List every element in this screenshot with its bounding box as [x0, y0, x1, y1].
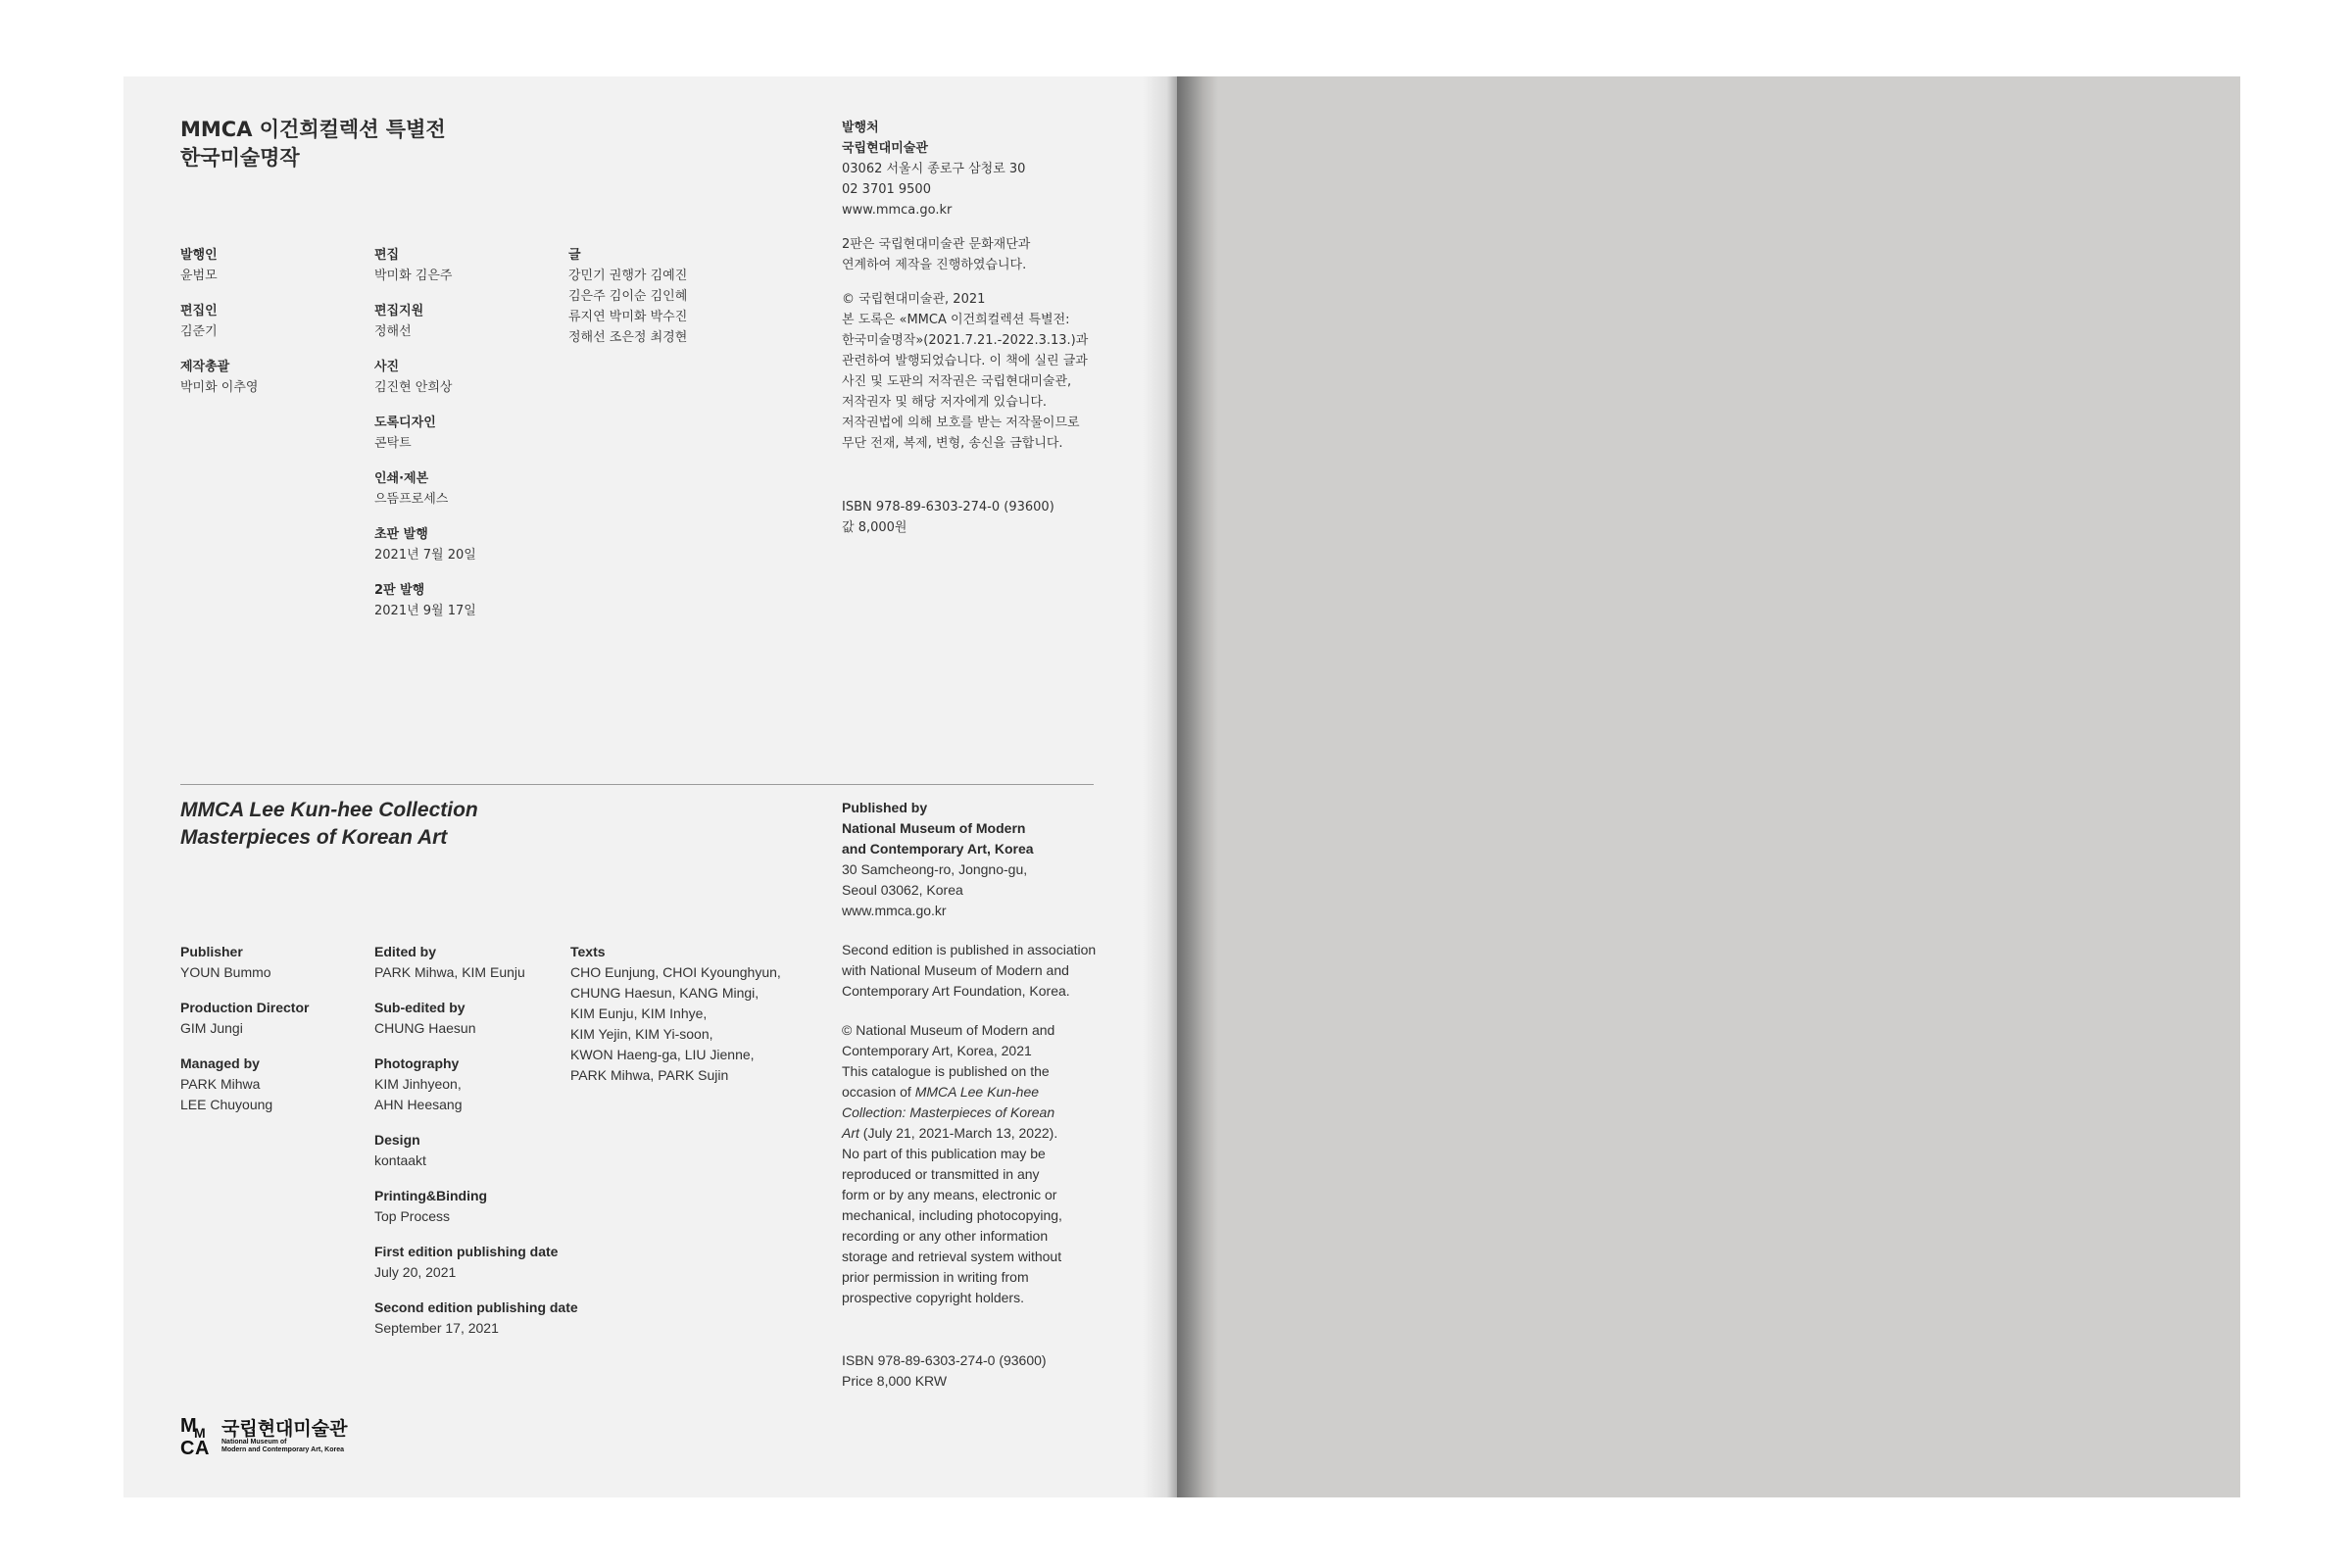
mmca-logo: [180, 1414, 376, 1459]
credit-value: CHUNG Haesun, KANG Mingi,: [570, 985, 760, 1001]
credit-value: PARK Mihwa, PARK Sujin: [570, 1067, 729, 1083]
credit-value: AHN Heesang: [374, 1097, 463, 1112]
note-line: 저작권법에 의해 보호를 받는 저작물이므로: [842, 416, 1080, 430]
credit-label: 제작총괄: [180, 360, 230, 374]
credit-label: Production Director: [180, 1000, 310, 1015]
svg-text:A: A: [195, 1438, 210, 1455]
credit-value: GIM Jungi: [180, 1020, 243, 1036]
credit-block: [180, 1054, 367, 1115]
credit-block: [180, 245, 357, 286]
isbn-block: [842, 497, 1136, 538]
publisher-block: [842, 118, 1136, 220]
english-title-line: MMCA Lee Kun-hee Collection: [180, 799, 478, 821]
credit-label: First edition publishing date: [374, 1244, 559, 1259]
logo-korean-name: 국립현대미술관: [221, 1418, 348, 1440]
credit-block: [374, 524, 551, 565]
ko-col-4: [842, 118, 1136, 553]
svg-text:C: C: [180, 1438, 195, 1455]
logo-english-line: Modern and Contemporary Art, Korea: [221, 1446, 344, 1453]
publisher-address: 03062 서울시 종로구 삼청로 30: [842, 162, 1026, 176]
credit-label: 초판 발행: [374, 527, 428, 542]
publisher-website: www.mmca.go.kr: [842, 203, 953, 218]
publisher-name: 국립현대미술관: [842, 141, 928, 156]
credit-block: [568, 245, 764, 348]
ko-col-3: [568, 245, 764, 363]
credit-value: 2021년 7월 20일: [374, 548, 476, 563]
en-col-2: [374, 942, 578, 1353]
note-line: © National Museum of Modern and: [842, 1022, 1055, 1038]
credit-label: Second edition publishing date: [374, 1299, 578, 1315]
logo-english-name: [221, 1439, 344, 1454]
credit-label: 편집인: [180, 304, 218, 318]
copyright-note: [842, 1020, 1155, 1308]
logo-english-line: National Museum of: [221, 1439, 287, 1446]
credit-block: [374, 1054, 570, 1115]
note-line: 한국미술명작»(2021.7.21.-2022.3.13.)과: [842, 333, 1089, 348]
svg-text:M: M: [194, 1425, 206, 1441]
credit-block: [374, 1298, 578, 1339]
credit-value: 김진현 안희상: [374, 380, 453, 395]
credit-value: kontaakt: [374, 1152, 426, 1168]
note-line: storage and retrieval system without: [842, 1249, 1062, 1264]
credit-block: [374, 1130, 570, 1171]
publisher-address: Seoul 03062, Korea: [842, 882, 963, 898]
price: 값 8,000원: [842, 520, 907, 535]
credit-value: KIM Yejin, KIM Yi-soon,: [570, 1026, 713, 1042]
credit-label: Printing&Binding: [374, 1188, 488, 1203]
publisher-name: National Museum of Modern: [842, 820, 1026, 836]
credit-value: KIM Jinhyeon,: [374, 1076, 462, 1092]
credit-label: Publisher: [180, 944, 243, 959]
credit-block: [374, 357, 551, 398]
isbn: ISBN 978-89-6303-274-0 (93600): [842, 500, 1054, 514]
edition-note: [842, 234, 1136, 275]
korean-title: [180, 116, 446, 172]
exhibition-title: Collection: Masterpieces of Korean: [842, 1104, 1055, 1120]
credit-value: PARK Mihwa, KIM Eunju: [374, 964, 525, 980]
note-line: mechanical, including photocopying,: [842, 1207, 1062, 1223]
note-line: form or by any means, electronic or: [842, 1187, 1057, 1202]
credit-value: 박미화 이추영: [180, 380, 259, 395]
credit-block: [374, 942, 570, 983]
credit-value: Top Process: [374, 1208, 451, 1224]
credit-label: 도록디자인: [374, 416, 436, 430]
price: Price 8,000 KRW: [842, 1373, 948, 1389]
copyright-note: [842, 289, 1136, 454]
publisher-website: www.mmca.go.kr: [842, 903, 947, 918]
note-line: [842, 1082, 1155, 1102]
credit-block: [374, 1186, 570, 1227]
note-line: Contemporary Art, Korea, 2021: [842, 1043, 1032, 1058]
note-line: 2판은 국립현대미술관 문화재단과: [842, 237, 1031, 252]
publisher-label: Published by: [842, 800, 928, 815]
credit-label: 사진: [374, 360, 400, 374]
publisher-block: [842, 798, 1155, 921]
credit-value: 박미화 김은주: [374, 269, 453, 283]
credit-block: [374, 245, 551, 286]
note-line: No part of this publication may be: [842, 1146, 1046, 1161]
credit-value: 정해선 조은정 최경현: [568, 330, 688, 345]
credit-block: [180, 301, 357, 342]
note-line: 무단 전재, 복제, 변형, 송신을 금합니다.: [842, 436, 1063, 451]
isbn: ISBN 978-89-6303-274-0 (93600): [842, 1352, 1047, 1368]
credit-block: [180, 998, 367, 1039]
note-line: prior permission in writing from: [842, 1269, 1029, 1285]
note-text: occasion of: [842, 1084, 915, 1100]
credit-label: 글: [568, 248, 581, 263]
exhibition-title: MMCA Lee Kun-hee: [914, 1084, 1040, 1100]
en-col-4: [842, 798, 1155, 1406]
credit-value: CHUNG Haesun: [374, 1020, 476, 1036]
note-line: 본 도록은 «MMCA 이건희컬렉션 특별전:: [842, 313, 1070, 327]
english-title: [180, 797, 478, 852]
credit-value: PARK Mihwa: [180, 1076, 261, 1092]
credit-label: 발행인: [180, 248, 218, 263]
credit-value: July 20, 2021: [374, 1264, 457, 1280]
credit-label: Edited by: [374, 944, 437, 959]
korean-title-line: MMCA 이건희컬렉션 특별전: [180, 118, 446, 141]
note-line: [842, 1102, 1155, 1123]
note-line: with National Museum of Modern and: [842, 962, 1069, 978]
credit-label: Sub-edited by: [374, 1000, 466, 1015]
credit-value: YOUN Bummo: [180, 964, 271, 980]
credit-value: 윤범모: [180, 269, 218, 283]
publisher-label: 발행처: [842, 121, 879, 135]
publisher-name: and Contemporary Art, Korea: [842, 841, 1034, 857]
credit-label: 편집: [374, 248, 400, 263]
credit-block: [374, 1242, 570, 1283]
credit-block: [570, 942, 825, 1086]
note-line: reproduced or transmitted in any: [842, 1166, 1040, 1182]
credit-block: [374, 998, 570, 1039]
credit-value: 콘탁트: [374, 436, 412, 451]
edition-note: [842, 940, 1155, 1002]
publisher-phone: 02 3701 9500: [842, 182, 931, 197]
english-title-line: Masterpieces of Korean Art: [180, 826, 448, 849]
credit-value: 김준기: [180, 324, 218, 339]
en-col-1: [180, 942, 367, 1130]
note-line: 사진 및 도판의 저작권은 국립현대미술관,: [842, 374, 1072, 389]
credit-value: CHO Eunjung, CHOI Kyounghyun,: [570, 964, 781, 980]
credit-value: September 17, 2021: [374, 1320, 499, 1336]
credit-value: 류지연 박미화 박수진: [568, 310, 688, 324]
note-line: 관련하여 발행되었습니다. 이 책에 실린 글과: [842, 354, 1088, 368]
credit-value: 강민기 권행가 김예진: [568, 269, 688, 283]
book-spread: [123, 76, 2240, 1497]
credit-value: KWON Haeng-ga, LIU Jienne,: [570, 1047, 755, 1062]
credit-label: Design: [374, 1132, 420, 1148]
publisher-address: 30 Samcheong-ro, Jongno-gu,: [842, 861, 1028, 877]
credit-value: LEE Chuyoung: [180, 1097, 273, 1112]
isbn-block: [842, 1350, 1155, 1392]
credit-label: 인쇄·제본: [374, 471, 429, 486]
note-line: This catalogue is published on the: [842, 1063, 1050, 1079]
ko-col-1: [180, 245, 357, 413]
mmca-logo-icon: [180, 1414, 218, 1455]
credit-label: 편집지원: [374, 304, 424, 318]
note-line: prospective copyright holders.: [842, 1290, 1024, 1305]
credit-block: [180, 942, 367, 983]
gutter-shadow: [1177, 76, 1218, 1497]
credit-block: [374, 301, 551, 342]
credit-block: [374, 413, 551, 454]
note-line: Second edition is published in association: [842, 942, 1097, 957]
note-line: 연계하여 제작을 진행하였습니다.: [842, 258, 1027, 272]
note-line: © 국립현대미술관, 2021: [842, 292, 986, 307]
credit-block: [374, 580, 551, 621]
note-line: 저작권자 및 해당 저자에게 있습니다.: [842, 395, 1048, 410]
credit-value: 김은주 김이순 김인혜: [568, 289, 688, 304]
en-col-3: [570, 942, 825, 1101]
credit-value: 2021년 9월 17일: [374, 604, 476, 618]
ko-col-2: [374, 245, 551, 636]
exhibition-title: Art: [842, 1125, 859, 1141]
blank-page: [1177, 76, 2240, 1497]
credit-label: Managed by: [180, 1055, 260, 1071]
note-line: recording or any other information: [842, 1228, 1049, 1244]
credit-block: [180, 357, 357, 398]
note-line: [842, 1123, 1155, 1144]
credit-label: Texts: [570, 944, 606, 959]
credit-label: 2판 발행: [374, 583, 425, 598]
korean-title-line: 한국미술명작: [180, 146, 300, 170]
section-divider: [180, 784, 1094, 785]
note-line: Contemporary Art Foundation, Korea.: [842, 983, 1070, 999]
credit-block: [374, 468, 551, 510]
credit-label: Photography: [374, 1055, 460, 1071]
credit-value: 정해선: [374, 324, 412, 339]
credit-value: KIM Eunju, KIM Inhye,: [570, 1005, 708, 1021]
credit-value: 으뜸프로세스: [374, 492, 449, 507]
note-text: (July 21, 2021-March 13, 2022).: [858, 1125, 1058, 1141]
svg-text:M: M: [180, 1415, 197, 1437]
